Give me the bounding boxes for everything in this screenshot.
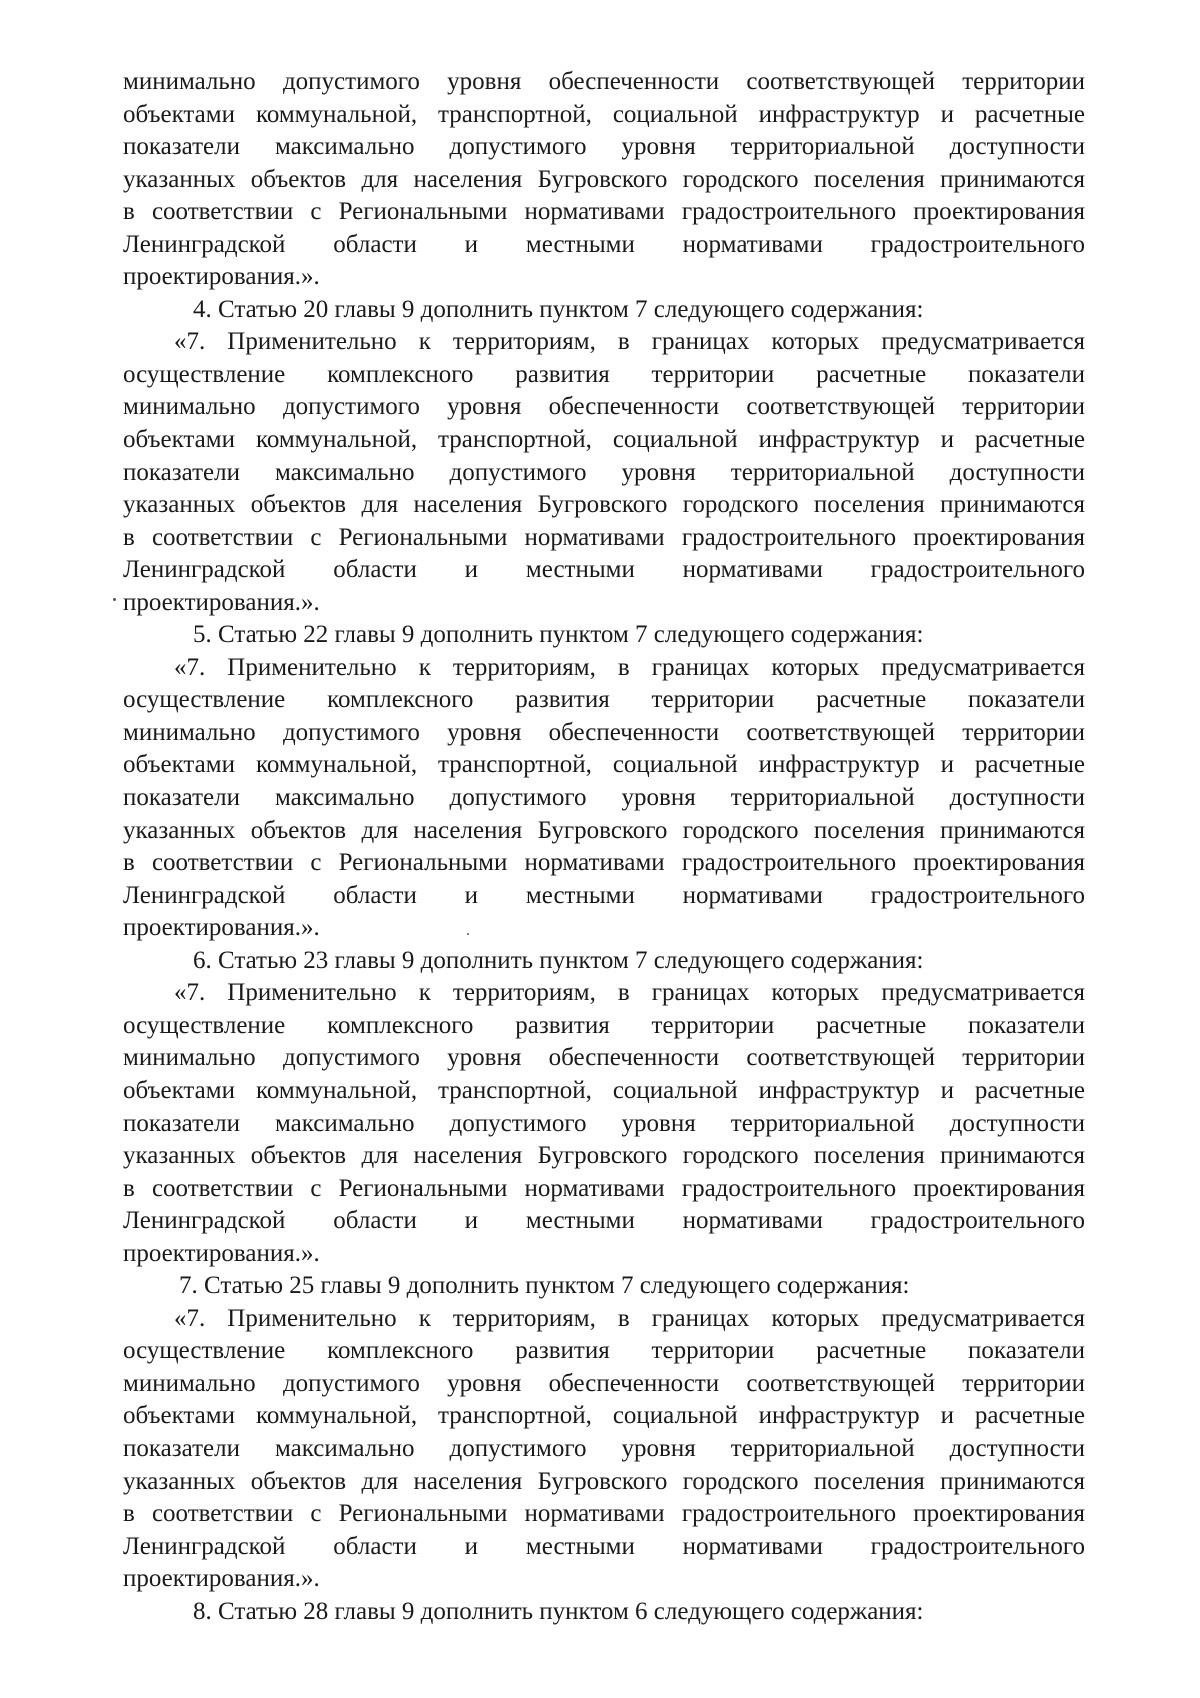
item-heading-4: 4. Статью 20 главы 9 дополнить пунктом 7 следующего содержания:	[193, 295, 924, 323]
text-line: показатели максимально допустимого уровня территориальной доступности	[123, 1434, 1085, 1462]
item-heading-6: 6. Статью 23 главы 9 дополнить пунктом 7 следующего содержания:	[193, 946, 924, 974]
text-line: показатели максимально допустимого уровня территориальной доступности	[123, 1109, 1085, 1137]
text-line: осуществление комплексного развития территории расчетные показатели	[123, 686, 1085, 714]
text-line: указанных объектов для населения Бугровского городского поселения принимаются	[123, 816, 1085, 844]
text-line: проектирования.».	[123, 588, 320, 616]
text-line: в соответствии с Региональными нормативами градостроительного проектирования	[123, 849, 1085, 877]
text-line: проектирования.».	[123, 1565, 320, 1593]
text-line: Ленинградской области и местными нормативами градостроительного	[123, 881, 1085, 909]
text-line: минимально допустимого уровня обеспеченности соответствующей территории	[123, 68, 1085, 95]
text-line: Ленинградской области и местными нормативами градостроительного	[123, 1532, 1085, 1560]
text-line: минимально допустимого уровня обеспеченности соответствующей территории	[123, 393, 1085, 421]
text-line: проектирования.».	[123, 263, 320, 291]
text-line: указанных объектов для населения Бугровского городского поселения принимаются	[123, 1142, 1085, 1170]
text-line: осуществление комплексного развития территории расчетные показатели	[123, 360, 1085, 388]
quote-first-line: «7. Применительно к территориям, в границах которых предусматривается	[174, 653, 1085, 681]
text-line: осуществление комплексного развития территории расчетные показатели	[123, 1011, 1085, 1039]
quote-first-line: «7. Применительно к территориям, в границах которых предусматривается	[174, 979, 1085, 1007]
quote-first-line: «7. Применительно к территориям, в границах которых предусматривается	[174, 328, 1085, 356]
scan-speck	[113, 598, 116, 601]
text-line: в соответствии с Региональными нормативами градостроительного проектирования	[123, 1500, 1085, 1528]
text-line: показатели максимально допустимого уровня территориальной доступности	[123, 133, 1085, 161]
text-line: указанных объектов для населения Бугровского городского поселения принимаются	[123, 1467, 1085, 1495]
text-line: осуществление комплексного развития территории расчетные показатели	[123, 1337, 1085, 1365]
text-line: Ленинградской области и местными нормативами градостроительного	[123, 230, 1085, 258]
text-line: показатели максимально допустимого уровня территориальной доступности	[123, 458, 1085, 486]
document-body	[123, 66, 1085, 1628]
text-line: в соответствии с Региональными нормативами градостроительного проектирования	[123, 1174, 1085, 1202]
text-line: Ленинградской области и местными нормативами градостроительного	[123, 1207, 1085, 1235]
text-line: объектами коммунальной, транспортной, социальной инфраструктур и расчетные	[123, 426, 1085, 454]
item-heading-7: 7. Статью 25 главы 9 дополнить пунктом 7 следующего содержания:	[179, 1272, 910, 1300]
text-line: показатели максимально допустимого уровня территориальной доступности	[123, 784, 1085, 812]
quote-first-line: «7. Применительно к территориям, в границах которых предусматривается	[174, 1304, 1085, 1332]
text-line: в соответствии с Региональными нормативами градостроительного проектирования	[123, 198, 1085, 226]
text-line: объектами коммунальной, транспортной, социальной инфраструктур и расчетные	[123, 751, 1085, 779]
text-line: проектирования.».	[123, 1239, 320, 1267]
text-line: проектирования.».	[123, 914, 320, 942]
text-line: объектами коммунальной, транспортной, социальной инфраструктур и расчетные	[123, 1076, 1085, 1104]
text-line: минимально допустимого уровня обеспеченности соответствующей территории	[123, 718, 1085, 746]
item-heading-8: 8. Статью 28 главы 9 дополнить пунктом 6 следующего содержания:	[193, 1597, 924, 1625]
text-line: в соответствии с Региональными нормативами градостроительного проектирования	[123, 523, 1085, 551]
text-line: минимально допустимого уровня обеспеченности соответствующей территории	[123, 1044, 1085, 1072]
item-heading-5: 5. Статью 22 главы 9 дополнить пунктом 7 следующего содержания:	[193, 621, 924, 649]
text-line: объектами коммунальной, транспортной, социальной инфраструктур и расчетные	[123, 100, 1085, 128]
text-line: объектами коммунальной, транспортной, социальной инфраструктур и расчетные	[123, 1402, 1085, 1430]
text-line: минимально допустимого уровня обеспеченности соответствующей территории	[123, 1369, 1085, 1397]
text-line: указанных объектов для населения Бугровского городского поселения принимаются	[123, 491, 1085, 519]
scan-speck	[467, 933, 469, 935]
text-line: Ленинградской области и местными нормативами градостроительного	[123, 556, 1085, 584]
text-line: указанных объектов для населения Бугровского городского поселения принимаются	[123, 165, 1085, 193]
